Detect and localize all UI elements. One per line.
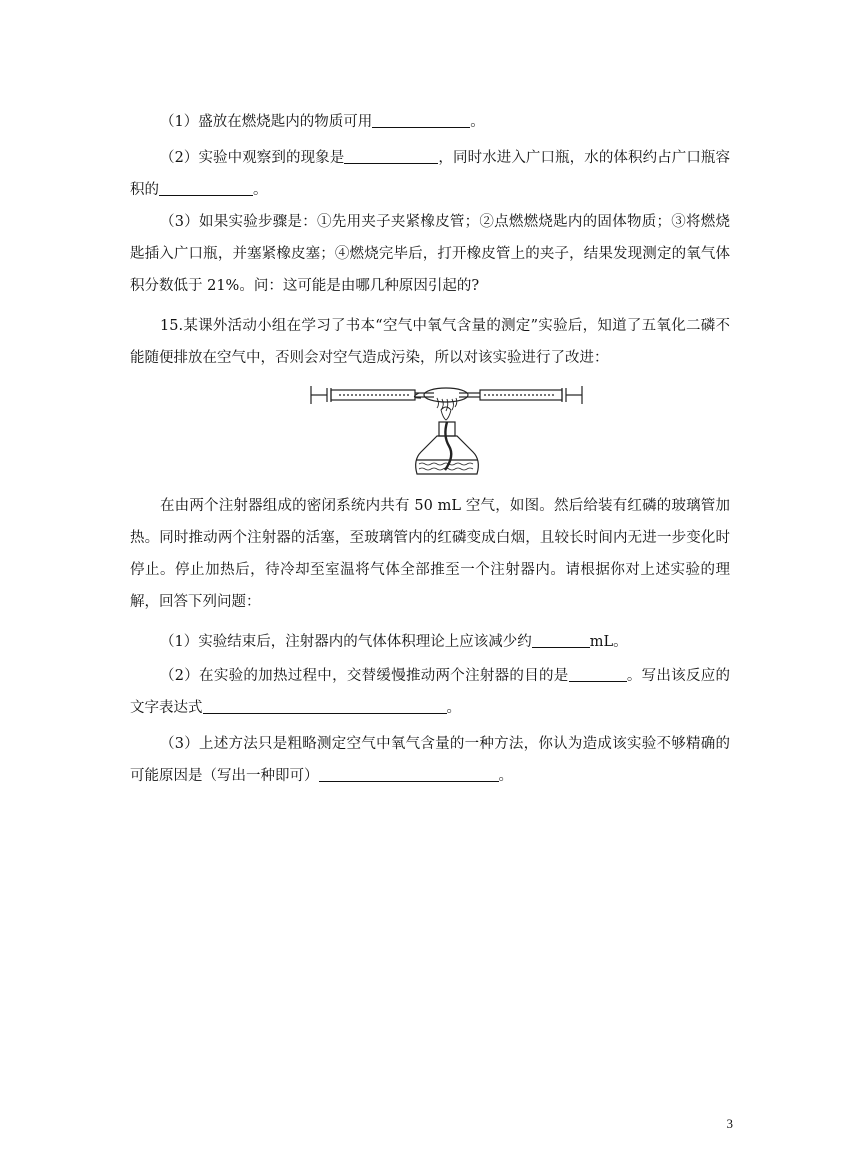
answer-blank [372,111,470,128]
q15-s1-text: （1）实验结束后，注射器内的气体体积理论上应该减少约 [160,634,532,650]
q15-intro: 15.某课外活动小组在学习了书本“空气中氧气含量的测定”实验后，知道了五氧化二磷不能随便排放在空气中，否则会对空气造成污染，所以对该实验进行了改进： [130,318,730,366]
q14-part1 [130,106,730,138]
q15-subquestion-1 [130,626,730,658]
q14-part2-text-a: （2）实验中观察到的现象是 [160,150,345,166]
answer-blank [532,631,590,648]
q14-part1-text: （1）盛放在燃烧匙内的物质可用 [160,114,373,130]
q14-part2-text-b: ，同时水进入广口瓶，水的体积约占广口瓶容积的 [130,150,731,198]
answer-blank [159,179,253,196]
answer-blank [569,665,627,682]
q14-part3: （3）如果实验步骤是：①先用夹子夹紧橡皮管；②点燃燃烧匙内的固体物质；③将燃烧匙插入广口瓶，并塞紧橡皮塞；④燃烧完毕后，打开橡皮管上的夹子，结果发现测定的氧气体积分数低于 21%。问：这可能是由哪几种原因引起的? [130,214,730,294]
q15-subquestion-3 [130,728,730,792]
q15-s2-end: 。 [446,700,461,716]
q15-subquestion-2 [130,660,730,724]
q15-s2-text-a: （2）在实验的加热过程中，交替缓慢推动两个注射器的目的是 [160,668,569,684]
page-number: 3 [726,1116,733,1131]
q15-s1-unit: mL。 [589,634,628,650]
syringe-apparatus-figure [309,376,584,484]
q14-part2-end: 。 [253,182,268,198]
q14-part1-end: 。 [470,114,485,130]
q15-s3-text: （3）上述方法只是粗略测定空气中氧气含量的一种方法，你认为造成该实验不够精确的可能原因是（写出一种即可） [130,736,730,784]
answer-blank [344,147,438,164]
answer-blank [203,697,447,714]
q15-description: 在由两个注射器组成的密闭系统内共有 50 mL 空气，如图。然后给装有红磷的玻璃管加热。同时推动两个注射器的活塞，至玻璃管内的红磷变成白烟，且较长时间内无进一步变化时停止。停止加热后，待冷却至室温将气体全部推至一个注射器内。请根据你对上述实验的理解，回答下列问题： [130,498,730,610]
answer-blank [319,765,499,782]
q15-s2-text-b: 。写出该反应的文字表达式 [130,668,730,716]
q14-part2 [130,142,730,206]
q15-s3-end: 。 [498,768,513,784]
